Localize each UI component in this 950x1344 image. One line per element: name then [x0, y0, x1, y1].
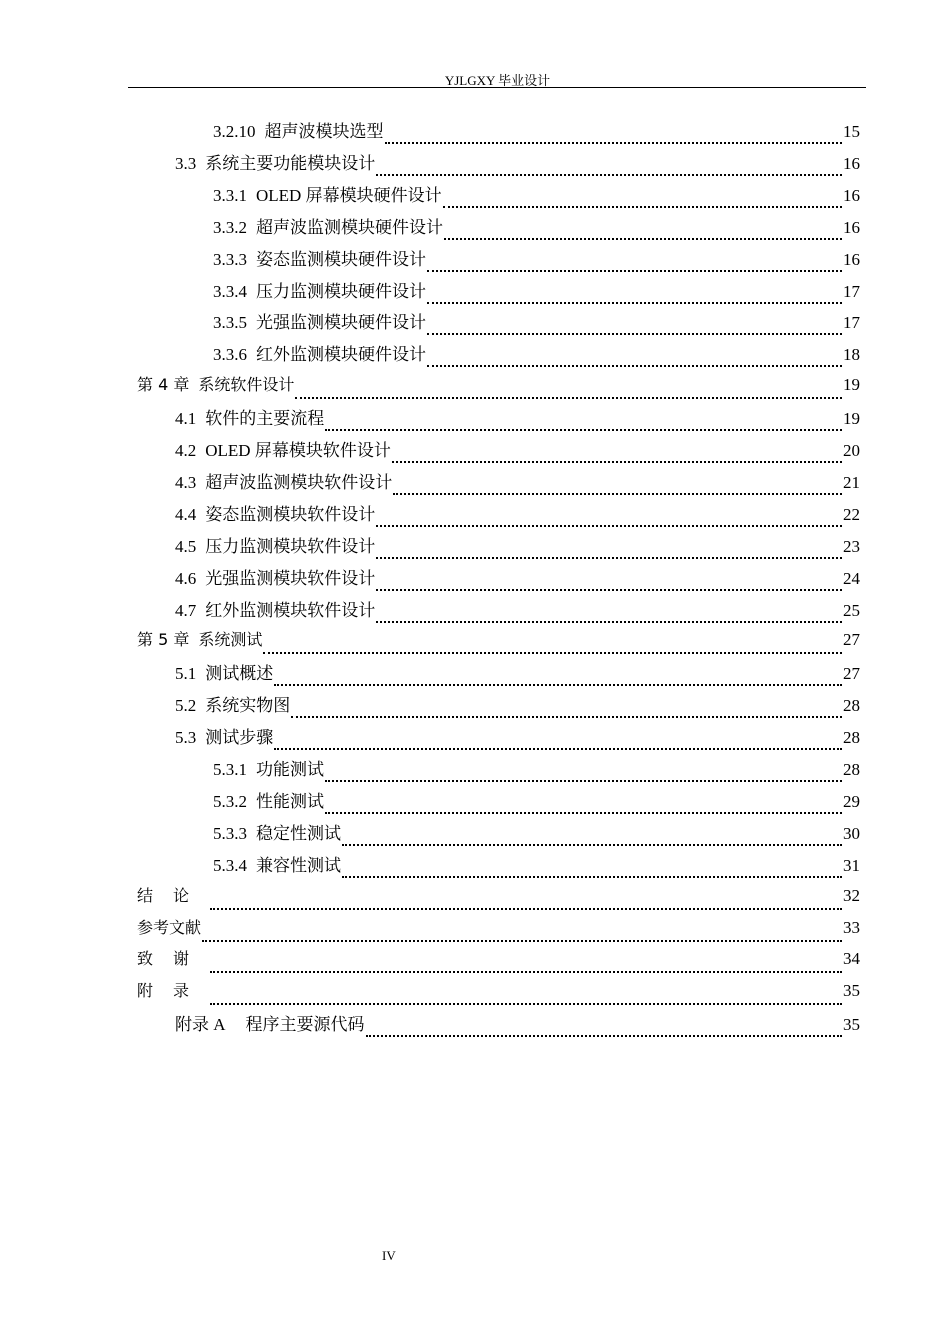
toc-entry[interactable] — [175, 500, 860, 532]
toc-entry-page: 16 — [843, 217, 860, 237]
toc-entry-title: 光强监测模块硬件设计 — [256, 313, 426, 333]
toc-entry[interactable] — [137, 372, 860, 404]
toc-dot-leader — [376, 557, 842, 559]
toc-entry[interactable] — [213, 245, 860, 277]
toc-entry-title: 压力监测模块软件设计 — [205, 536, 376, 556]
toc-entry[interactable] — [213, 277, 860, 309]
toc-entry-page: 34 — [843, 949, 860, 969]
toc-entry-title: 光强监测模块软件设计 — [205, 568, 376, 588]
toc-entry-page: 15 — [843, 122, 860, 141]
toc-dot-leader — [427, 302, 842, 304]
toc-entry[interactable] — [175, 404, 860, 436]
toc-entry-page: 30 — [843, 823, 860, 843]
toc-entry[interactable] — [213, 117, 860, 149]
toc-entry[interactable] — [175, 468, 860, 500]
toc-entry-title: 超声波模块选型 — [264, 122, 384, 141]
toc-entry-title: 性能测试 — [256, 791, 324, 811]
toc-entry-title: 系统主要功能模块设计 — [205, 153, 376, 173]
toc-entry-number: 4.1 — [175, 409, 197, 429]
toc-entry[interactable] — [175, 723, 860, 755]
toc-entry-number: 4.6 — [175, 568, 197, 588]
toc-entry-page: 19 — [843, 375, 860, 395]
toc-entry-number: 3.3.2 — [213, 217, 247, 237]
toc-entry-title: 测试概述 — [205, 664, 274, 684]
toc-entry-page: 19 — [843, 409, 860, 429]
toc-entry-page: 24 — [843, 568, 860, 588]
toc-entry-page: 16 — [843, 153, 860, 173]
toc-entry-title: 致谢 — [137, 949, 210, 969]
toc-entry-number: 5.1 — [175, 664, 197, 684]
toc-entry-page: 28 — [843, 728, 860, 748]
toc-entry-number: 4.7 — [175, 600, 197, 620]
toc-entry-page: 18 — [843, 345, 860, 365]
toc-entry-number: 4.3 — [175, 472, 197, 492]
toc-entry[interactable] — [175, 436, 860, 468]
toc-dot-leader — [325, 812, 842, 814]
page-number: IV — [382, 1248, 396, 1263]
toc-dot-leader — [210, 971, 842, 973]
toc-entry-page: 29 — [843, 791, 860, 811]
toc-entry-title: 兼容性测试 — [256, 855, 341, 875]
toc-entry[interactable] — [213, 755, 860, 787]
toc-entry-title: 结论 — [137, 885, 210, 905]
toc-entry-page: 17 — [843, 281, 860, 301]
toc-entry-page: 33 — [843, 917, 860, 937]
toc-dot-leader — [202, 940, 842, 942]
toc-entry-title: 程序主要源代码 — [245, 1015, 365, 1035]
toc-entry-number: 3.2.10 — [213, 122, 256, 141]
toc-entry-page: 35 — [843, 1015, 860, 1035]
toc-dot-leader — [393, 493, 842, 495]
toc-dot-leader — [427, 365, 842, 367]
toc-entry[interactable] — [213, 787, 860, 819]
toc-entry-title: 系统测试 — [198, 630, 263, 650]
toc-entry-page: 20 — [843, 441, 860, 460]
toc-entry-page: 16 — [843, 249, 860, 269]
toc-entry-title: 系统实物图 — [205, 696, 291, 716]
toc-dot-leader — [325, 429, 842, 431]
toc-entry-page: 27 — [843, 630, 860, 650]
toc-dot-leader — [376, 589, 842, 591]
toc-entry-title: 附录 — [137, 981, 210, 1001]
toc-entry-number: 3.3.3 — [213, 249, 247, 269]
toc-entry-number: 5.3.4 — [213, 855, 247, 875]
toc-entry[interactable] — [175, 691, 860, 723]
toc-dot-leader — [385, 142, 843, 144]
toc-entry[interactable] — [213, 340, 860, 372]
toc-entry[interactable] — [213, 819, 860, 851]
toc-entry-page: 25 — [843, 600, 860, 620]
toc-entry-title: 压力监测模块硬件设计 — [256, 281, 426, 301]
toc-entry[interactable] — [175, 149, 860, 181]
toc-entry[interactable] — [175, 596, 860, 628]
toc-dot-leader — [443, 206, 842, 208]
toc-dot-leader — [210, 908, 842, 910]
toc-entry-number: 5.3.1 — [213, 760, 247, 779]
toc-dot-leader — [210, 1003, 842, 1005]
toc-entry-number: 3.3.4 — [213, 281, 247, 301]
toc-entry-number: 4.5 — [175, 536, 197, 556]
toc-entry-number: 第 4 章 — [137, 375, 190, 395]
toc-entry-page: 32 — [843, 885, 860, 905]
header-rule — [128, 87, 866, 88]
toc-entry-title: 姿态监测模块软件设计 — [205, 504, 376, 524]
toc-entry-page: 28 — [843, 760, 860, 779]
toc-entry[interactable] — [137, 978, 860, 1010]
toc-entry-page: 28 — [843, 696, 860, 716]
toc-dot-leader — [263, 652, 842, 654]
toc-dot-leader — [274, 684, 842, 686]
toc-entry[interactable] — [175, 1010, 860, 1042]
toc-dot-leader — [376, 174, 842, 176]
toc-entry-number: 第 5 章 — [137, 630, 190, 650]
toc-dot-leader — [342, 844, 842, 846]
toc-entry[interactable] — [213, 213, 860, 245]
toc-dot-leader — [376, 525, 842, 527]
toc-entry-title: 系统软件设计 — [198, 375, 295, 395]
toc-entry-title: 参考文献 — [137, 917, 202, 937]
toc-dot-leader — [366, 1035, 842, 1037]
toc-entry-page: 17 — [843, 313, 860, 333]
toc-entry-title: OLED 屏幕模块硬件设计 — [256, 185, 442, 205]
toc-entry-title: 超声波监测模块硬件设计 — [256, 217, 443, 237]
toc-dot-leader — [392, 461, 842, 463]
toc-entry-page: 21 — [843, 472, 860, 492]
toc-entry-title: 测试步骤 — [205, 728, 274, 748]
toc-entry-page: 16 — [843, 185, 860, 205]
toc-entry-title: 姿态监测模块硬件设计 — [256, 249, 426, 269]
toc-entry[interactable] — [213, 851, 860, 883]
toc-entry-title: OLED 屏幕模块软件设计 — [205, 441, 391, 460]
toc-entry-number: 4.2 — [175, 441, 197, 460]
toc-entry-title: 稳定性测试 — [256, 823, 341, 843]
toc-entry-title: 超声波监测模块软件设计 — [205, 472, 393, 492]
toc-entry[interactable] — [175, 659, 860, 691]
toc-dot-leader — [427, 333, 842, 335]
toc-entry-title: 红外监测模块软件设计 — [205, 600, 376, 620]
toc-entry-number: 4.4 — [175, 504, 197, 524]
toc-entry[interactable] — [137, 946, 860, 978]
toc-entry[interactable] — [175, 564, 860, 596]
toc-dot-leader — [376, 621, 842, 623]
toc-entry-number: 5.3.2 — [213, 791, 247, 811]
toc-entry-page: 23 — [843, 536, 860, 556]
toc-entry-number: 3.3.5 — [213, 313, 247, 333]
toc-entry[interactable] — [175, 532, 860, 564]
toc-entry-number: 5.2 — [175, 696, 197, 716]
toc-entry[interactable] — [213, 308, 860, 340]
toc-entry[interactable] — [213, 181, 860, 213]
toc-dot-leader — [342, 876, 842, 878]
toc-entry-number: 5.3 — [175, 728, 197, 748]
toc-entry-number: 3.3.6 — [213, 345, 247, 365]
toc-entry-number: 3.3.1 — [213, 185, 247, 205]
toc-entry[interactable] — [137, 883, 860, 915]
toc-entry-page: 22 — [843, 504, 860, 524]
toc-entry-title: 功能测试 — [256, 760, 324, 779]
toc-entry-page: 35 — [843, 981, 860, 1001]
toc-dot-leader — [274, 748, 842, 750]
toc-entry-number: 附录 A — [175, 1015, 226, 1035]
toc-entry-title: 红外监测模块硬件设计 — [256, 345, 426, 365]
toc-entry-page: 31 — [843, 855, 860, 875]
toc-dot-leader — [291, 716, 842, 718]
toc-entry-number: 5.3.3 — [213, 823, 247, 843]
toc-dot-leader — [427, 270, 842, 272]
toc-entry[interactable] — [137, 915, 860, 947]
toc-dot-leader — [295, 397, 842, 399]
toc-entry-title: 软件的主要流程 — [205, 409, 325, 429]
page-header-title: YJLGXY 毕业设计 — [444, 73, 551, 88]
toc-entry-number: 3.3 — [175, 153, 197, 173]
toc-dot-leader — [444, 238, 842, 240]
toc-entry[interactable] — [137, 627, 860, 659]
toc-entry-page: 27 — [843, 664, 860, 684]
toc-dot-leader — [325, 780, 842, 782]
